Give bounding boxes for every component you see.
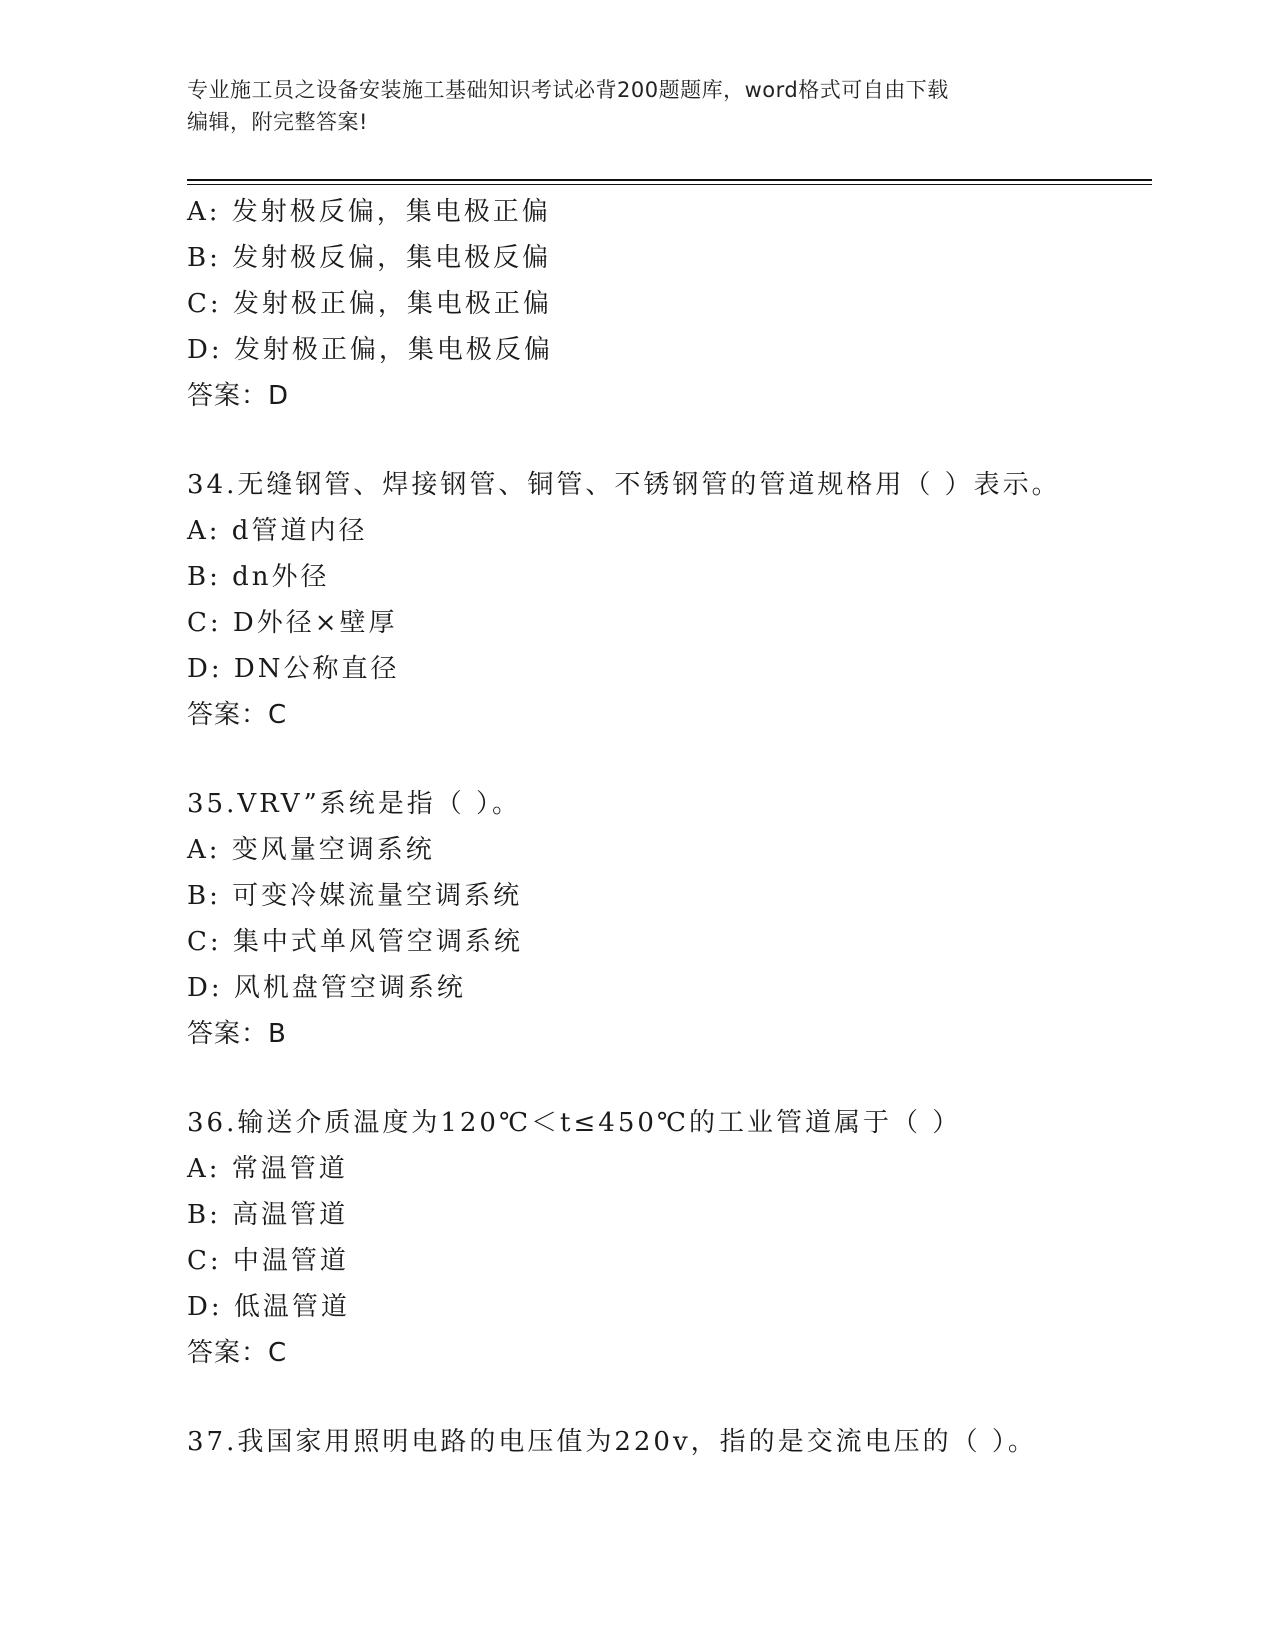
option-c: C: 集中式单风管空调系统 — [187, 927, 523, 957]
option-d: D: 风机盘管空调系统 — [187, 973, 466, 1003]
option-a: A: 常温管道 — [187, 1154, 348, 1184]
option-c: C: 发射极正偏，集电极正偏 — [187, 289, 552, 319]
spacer — [187, 1057, 1152, 1100]
header-rule-thin — [187, 184, 1152, 185]
question-34 — [187, 462, 1152, 738]
document-header — [187, 74, 1087, 138]
question-list — [187, 189, 1152, 1465]
header-line-1: 专业施工员之设备安装施工基础知识考试必背200题题库，word格式可自由下载 — [187, 78, 949, 102]
option-b: B: 发射极反偏，集电极反偏 — [187, 243, 552, 273]
question-35 — [187, 781, 1152, 1057]
question-stem: 35.VRV”系统是指（ ）。 — [187, 789, 522, 819]
option-b: B: 可变冷媒流量空调系统 — [187, 881, 523, 911]
spacer — [187, 738, 1152, 781]
option-c: C: D外径×壁厚 — [187, 608, 398, 638]
option-d: D: 低温管道 — [187, 1292, 350, 1322]
option-c: C: 中温管道 — [187, 1246, 349, 1276]
spacer — [187, 1376, 1152, 1419]
question-stem: 34.无缝钢管、焊接钢管、铜管、不锈钢管的管道规格用（ ）表示。 — [187, 470, 1061, 500]
answer: 答案：D — [187, 381, 290, 411]
spacer — [187, 419, 1152, 462]
question-33 — [187, 189, 1152, 419]
option-b: B: dn外径 — [187, 562, 330, 592]
option-d: D: 发射极正偏，集电极反偏 — [187, 335, 553, 365]
question-37 — [187, 1419, 1152, 1465]
question-stem: 36.输送介质温度为120℃＜t≤450℃的工业管道属于（ ） — [187, 1108, 962, 1138]
option-d: D: DN公称直径 — [187, 654, 400, 684]
answer: 答案：B — [187, 1019, 287, 1049]
option-a: A: 发射极反偏，集电极正偏 — [187, 197, 551, 227]
answer: 答案：C — [187, 700, 288, 730]
question-36 — [187, 1100, 1152, 1376]
question-stem: 37.我国家用照明电路的电压值为220v，指的是交流电压的（ ）。 — [187, 1427, 1037, 1457]
option-a: A: d管道内径 — [187, 516, 368, 546]
option-b: B: 高温管道 — [187, 1200, 349, 1230]
answer: 答案：C — [187, 1338, 288, 1368]
header-rule-thick — [187, 179, 1152, 181]
option-a: A: 变风量空调系统 — [187, 835, 435, 865]
header-line-2: 编辑，附完整答案! — [187, 110, 368, 134]
